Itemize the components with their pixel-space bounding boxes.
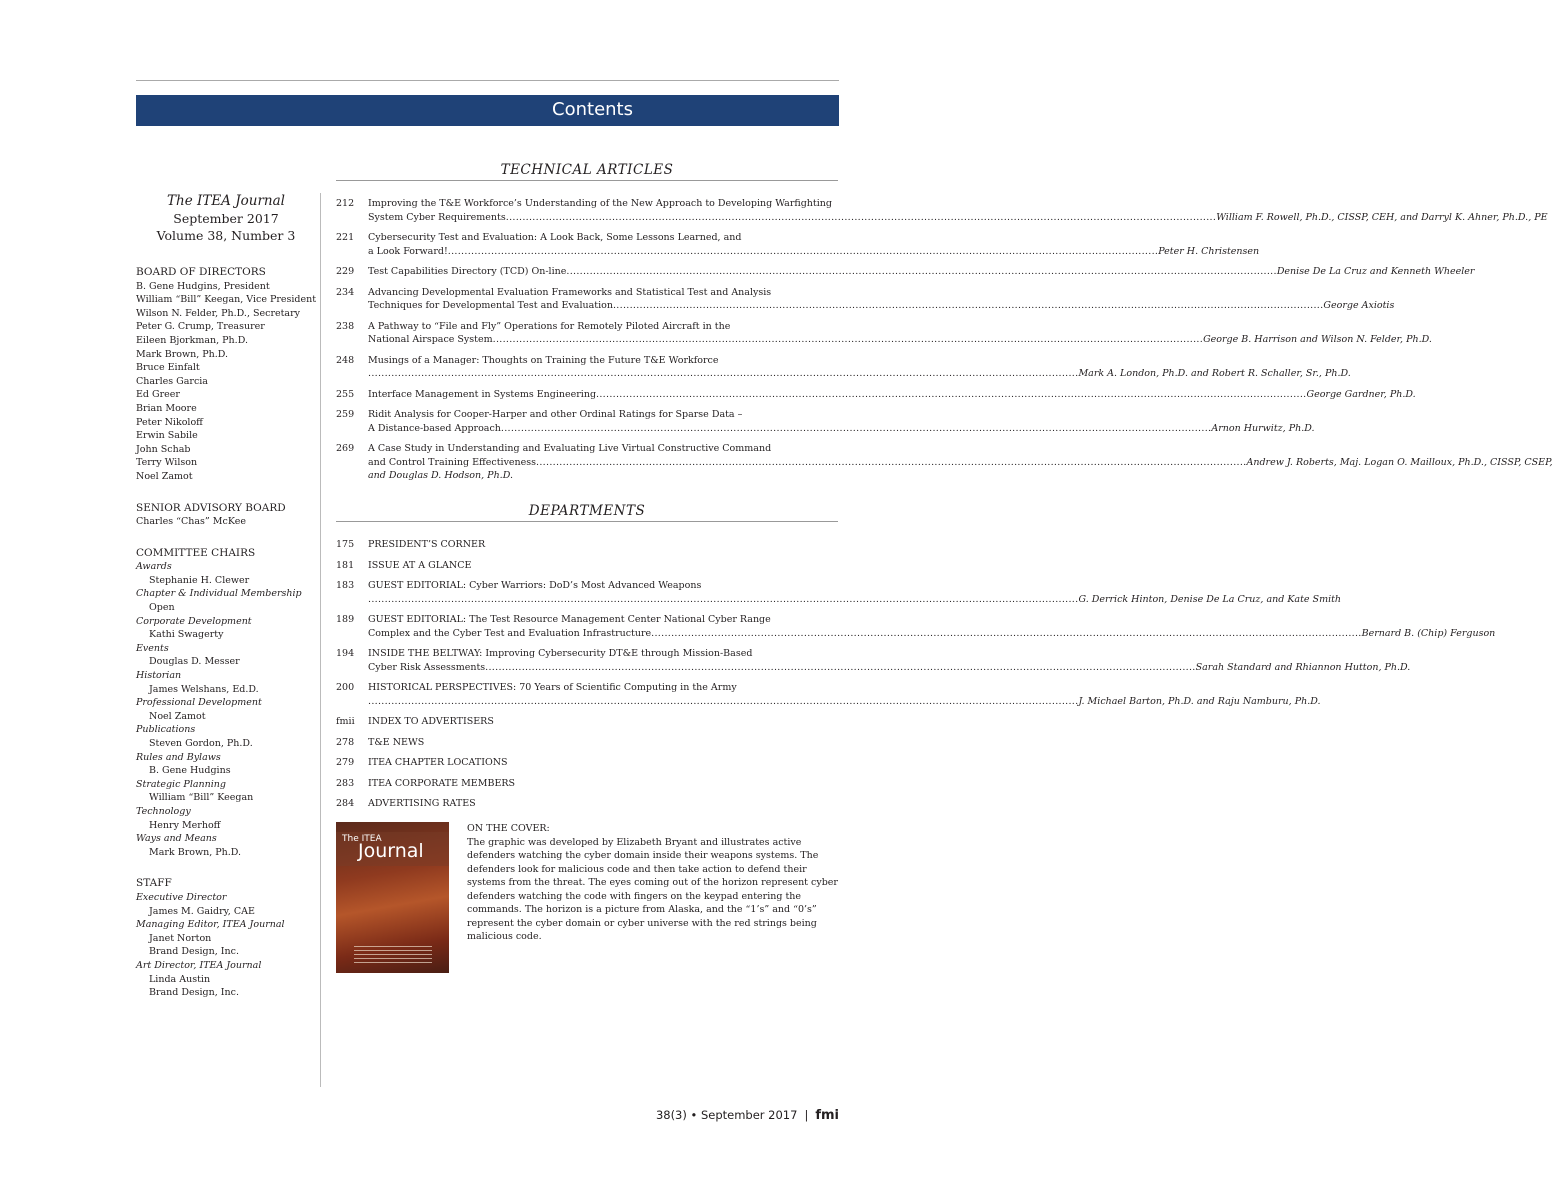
- toc-leader-line: [368, 422, 1315, 436]
- dot-leader: [368, 695, 1078, 709]
- board-member: Terry Wilson: [136, 457, 198, 469]
- board-member: Erwin Sabile: [136, 430, 198, 442]
- dot-leader: [485, 661, 1195, 675]
- cover-text: The graphic was developed by Elizabeth Bryant and illustrates active defenders watching the cyber domain inside their weapons systems. The defenders look for malicious code and then take action to defend their systems from the threat. The eyes coming out of the horizon represent cyber defenders watching the code with fingers on the keypad entering the commands. The horizon is a picture from Alaska, and the “1’s” and “0’s” represent the cyber domain or cyber universe with the red strings being malicious code.: [467, 836, 838, 942]
- toc-page-number: 212: [336, 198, 355, 209]
- dot-leader: [493, 333, 1203, 347]
- staff-name: Janet Norton: [149, 932, 212, 944]
- banner-title: Contents: [552, 99, 633, 120]
- toc-title-line: National Airspace System: [368, 334, 493, 345]
- toc-leader-line: [368, 627, 1495, 641]
- toc-author: Denise De La Cruz and Kenneth Wheeler: [1276, 266, 1475, 277]
- toc-entry: [336, 756, 838, 770]
- toc-author: George Axiotis: [1323, 300, 1395, 311]
- cover-thumbnail: [336, 822, 449, 973]
- departments-heading: DEPARTMENTS: [336, 503, 838, 522]
- committee-chair: James Welshans, Ed.D.: [149, 683, 259, 695]
- toc-page-number: 278: [336, 736, 355, 748]
- toc-entry-body: [368, 736, 838, 750]
- toc-entry: [336, 286, 1395, 313]
- committee-chair: Kathi Swagerty: [149, 629, 224, 641]
- toc-leader-line: [368, 388, 1416, 402]
- committee-chair: William “Bill” Keegan: [149, 792, 254, 804]
- toc-page-number: 181: [336, 559, 355, 571]
- toc-entry-body: [368, 354, 1351, 381]
- toc-author: William F. Rowell, Ph.D., CISSP, CEH, and Darryl K. Ahner, Ph.D., PE: [1216, 211, 1548, 223]
- toc-entry-body: [368, 681, 1321, 708]
- dot-leader: [501, 422, 1211, 436]
- contents-banner: [136, 95, 839, 126]
- committee-role: Professional Development: [136, 697, 262, 709]
- toc-title-line: GUEST EDITORIAL: The Test Resource Management Center National Cyber Range: [368, 614, 771, 625]
- committee-chair: Noel Zamot: [149, 710, 206, 722]
- toc-entry-body: [368, 231, 1259, 258]
- toc-leader-line: [368, 367, 1351, 381]
- toc-entry: [336, 797, 838, 811]
- toc-leader-line: [368, 333, 1432, 347]
- toc-title-line: Ridit Analysis for Cooper-Harper and other Ordinal Ratings for Sparse Data –: [368, 409, 743, 420]
- footer-separator: |: [804, 1108, 809, 1122]
- toc-entry: [336, 715, 838, 729]
- toc-entry: [336, 647, 1411, 674]
- toc-title-line: Complex and the Cyber Test and Evaluation Infrastructure: [368, 627, 652, 639]
- toc-title-line: GUEST EDITORIAL: Cyber Warriors: DoD’s Most Advanced Weapons: [368, 580, 702, 591]
- journal-volume: Volume 38, Number 3: [156, 228, 296, 243]
- toc-author: Arnon Hurwitz, Ph.D.: [1211, 422, 1315, 434]
- committee-role: Publications: [136, 724, 196, 736]
- committee-role: Strategic Planning: [136, 778, 226, 790]
- toc-title-line: Techniques for Developmental Test and Evaluation: [368, 300, 613, 311]
- committee-chair: B. Gene Hudgins: [149, 765, 231, 777]
- column-divider: [320, 193, 321, 1087]
- toc-title-line: INDEX TO ADVERTISERS: [368, 716, 494, 727]
- toc-entry-body: [368, 797, 838, 811]
- toc-author: George B. Harrison and Wilson N. Felder, Ph.D.: [1203, 334, 1432, 345]
- toc-entry-body: [368, 647, 1410, 674]
- toc-leader-line: [368, 695, 1321, 709]
- toc-title-line: Cybersecurity Test and Evaluation: A Look Back, Some Lessons Learned, and: [368, 232, 742, 243]
- toc-title-line: HISTORICAL PERSPECTIVES: 70 Years of Scientific Computing in the Army: [368, 682, 737, 693]
- toc-title-line: A Distance-based Approach: [368, 422, 501, 434]
- toc-title-line: ITEA CORPORATE MEMBERS: [368, 777, 516, 789]
- toc-entry-body: [368, 197, 1548, 224]
- toc-entry-body: [368, 715, 838, 729]
- toc-page-number: 175: [336, 539, 355, 550]
- toc-title-line: Improving the T&E Workforce’s Understanding of the New Approach to Developing Warfighting: [368, 198, 832, 209]
- toc-leader-line: [368, 245, 1259, 259]
- toc-author: G. Derrick Hinton, Denise De La Cruz, and Kate Smith: [1078, 593, 1342, 605]
- toc-entry-body: [368, 388, 1416, 402]
- cover-description: [467, 822, 839, 944]
- footer-issue: 38(3) • September 2017: [655, 1108, 798, 1122]
- committee-heading: COMMITTEE CHAIRS: [136, 546, 256, 559]
- staff-name: James M. Gaidry, CAE: [149, 905, 255, 917]
- toc-author: Sarah Standard and Rhiannon Hutton, Ph.D.: [1195, 661, 1411, 673]
- dot-leader: [448, 245, 1158, 259]
- board-member: Peter G. Crump, Treasurer: [136, 321, 265, 333]
- committee-role: Historian: [136, 670, 182, 682]
- committee-chair: Douglas D. Messer: [149, 656, 240, 668]
- toc-page-number: 229: [336, 266, 355, 277]
- cover-code-pattern: [354, 943, 432, 963]
- staff-list: [136, 891, 316, 1000]
- toc-author: J. Michael Barton, Ph.D. and Raju Namburu, Ph.D.: [1078, 695, 1321, 707]
- toc-title-line: T&E NEWS: [368, 736, 425, 748]
- committee-chair: Open: [149, 602, 175, 614]
- committee-chair: Stephanie H. Clewer: [149, 574, 250, 586]
- technical-articles-heading: TECHNICAL ARTICLES: [336, 162, 838, 181]
- toc-page-number: 269: [336, 443, 355, 454]
- toc-author: Andrew J. Roberts, Maj. Logan O. Mailloux, Ph.D., CISSP, CSEP,: [1246, 456, 1553, 468]
- toc-page-number: 255: [336, 388, 355, 400]
- toc-entry-body: [368, 320, 1432, 347]
- departments-list: [336, 538, 1496, 818]
- committee-role: Rules and Bylaws: [136, 751, 221, 763]
- toc-entry: [336, 681, 1321, 708]
- board-member: William “Bill” Keegan, Vice President: [136, 294, 317, 306]
- toc-title-line: System Cyber Requirements: [368, 211, 506, 223]
- toc-entry: [336, 408, 1315, 435]
- toc-entry-body: [368, 408, 1315, 435]
- board-list: [136, 280, 316, 484]
- toc-entry: [336, 442, 1553, 483]
- toc-title-line: and Control Training Effectiveness: [368, 456, 537, 468]
- toc-leader-line: [368, 456, 1553, 470]
- top-rule: [136, 80, 839, 81]
- toc-entry-body: [368, 777, 838, 791]
- toc-leader-line: [368, 593, 1341, 607]
- dot-leader: [566, 265, 1276, 279]
- toc-title-line: Interface Management in Systems Engineering: [368, 388, 597, 400]
- toc-page-number: 200: [336, 682, 355, 693]
- journal-date: September 2017: [173, 211, 279, 226]
- masthead-column: [136, 193, 316, 1000]
- committee-role: Technology: [136, 805, 191, 817]
- toc-title-line: Cyber Risk Assessments: [368, 661, 486, 673]
- senior-heading: SENIOR ADVISORY BOARD: [136, 501, 286, 514]
- toc-title-line: A Pathway to “File and Fly” Operations for Remotely Piloted Aircraft in the: [368, 320, 731, 332]
- toc-page-number: 283: [336, 777, 355, 789]
- dot-leader: [536, 456, 1246, 470]
- toc-entry-body: [368, 538, 838, 552]
- toc-page-number: 234: [336, 286, 355, 298]
- toc-author: George Gardner, Ph.D.: [1306, 388, 1416, 400]
- board-member: Bruce Einfalt: [136, 362, 200, 374]
- toc-entry: [336, 777, 838, 791]
- toc-page-number: 183: [336, 580, 355, 591]
- toc-title-line: ITEA CHAPTER LOCATIONS: [368, 757, 508, 768]
- committee-role: Corporate Development: [136, 615, 252, 627]
- committee-role: Ways and Means: [136, 833, 217, 845]
- committee-list: [136, 560, 316, 859]
- committee-role: Awards: [136, 561, 172, 573]
- committee-chair: Mark Brown, Ph.D.: [149, 846, 242, 858]
- toc-entry: [336, 265, 1475, 279]
- board-member: Wilson N. Felder, Ph.D., Secretary: [136, 307, 300, 319]
- cover-title-large: Journal: [358, 840, 424, 862]
- board-member: Peter Nikoloff: [136, 416, 203, 428]
- toc-leader-line: [368, 265, 1474, 279]
- staff-name: Brand Design, Inc.: [149, 946, 240, 958]
- toc-leader-line: [368, 299, 1394, 313]
- toc-entry-body: [368, 579, 1341, 606]
- toc-entry-body: [368, 442, 1553, 483]
- senior-member: Charles “Chas” McKee: [136, 516, 246, 528]
- toc-page-number: fmii: [336, 716, 355, 727]
- board-member: Noel Zamot: [136, 470, 193, 482]
- technical-articles-list: [336, 197, 1553, 490]
- staff-name: Brand Design, Inc.: [149, 987, 240, 999]
- staff-heading: STAFF: [136, 877, 172, 890]
- cover-heading: ON THE COVER:: [467, 823, 550, 834]
- toc-entry: [336, 579, 1342, 606]
- cover-title-small: The ITEA: [342, 834, 382, 844]
- board-member: Mark Brown, Ph.D.: [136, 348, 229, 360]
- committee-chair: Steven Gordon, Ph.D.: [149, 738, 253, 749]
- toc-title-line: Advancing Developmental Evaluation Frameworks and Statistical Test and Analysis: [368, 286, 772, 298]
- journal-title: The ITEA Journal: [167, 193, 285, 209]
- toc-title-line: ADVERTISING RATES: [368, 798, 476, 809]
- toc-entry: [336, 388, 1416, 402]
- board-member: Eileen Bjorkman, Ph.D.: [136, 334, 248, 346]
- toc-title-line: ISSUE AT A GLANCE: [368, 559, 472, 571]
- dot-leader: [506, 211, 1216, 225]
- footer-page: fmi: [815, 1108, 839, 1123]
- toc-title-line: Test Capabilities Directory (TCD) On-line: [368, 266, 567, 277]
- toc-entry: [336, 320, 1432, 347]
- dot-leader: [368, 367, 1078, 381]
- board-heading: BOARD OF DIRECTORS: [136, 266, 266, 278]
- toc-entry-body: [368, 756, 838, 770]
- toc-entry: [336, 559, 838, 573]
- toc-entry-body: [368, 559, 838, 573]
- toc-page-number: 248: [336, 354, 355, 366]
- toc-leader-line: [368, 211, 1548, 225]
- staff-role: Art Director, ITEA Journal: [136, 959, 262, 971]
- toc-author-continued: and Douglas D. Hodson, Ph.D.: [368, 470, 514, 481]
- board-member: B. Gene Hudgins, President: [136, 280, 270, 292]
- toc-title-line: Musings of a Manager: Thoughts on Training the Future T&E Workforce: [368, 354, 719, 366]
- toc-title-line: a Look Forward!: [368, 245, 448, 257]
- dot-leader: [613, 299, 1323, 313]
- toc-entry: [336, 736, 838, 750]
- toc-title-line: A Case Study in Understanding and Evaluating Live Virtual Constructive Command: [368, 443, 772, 454]
- committee-role: Chapter & Individual Membership: [136, 588, 302, 600]
- toc-title-line: PRESIDENT’S CORNER: [368, 539, 486, 550]
- dot-leader: [651, 627, 1361, 641]
- toc-entry: [336, 231, 1260, 258]
- page-footer: [656, 1108, 839, 1123]
- staff-role: Managing Editor, ITEA Journal: [136, 919, 285, 931]
- senior-list: [136, 515, 316, 529]
- staff-name: Linda Austin: [149, 973, 211, 985]
- dot-leader: [596, 388, 1306, 402]
- board-member: Brian Moore: [136, 402, 197, 414]
- toc-page-number: 194: [336, 648, 355, 659]
- toc-entry: [336, 197, 1548, 224]
- committee-chair: Henry Merhoff: [149, 819, 221, 831]
- toc-page-number: 221: [336, 232, 355, 243]
- toc-leader-line: [368, 661, 1410, 675]
- toc-page-number: 259: [336, 409, 355, 420]
- toc-entry-body: [368, 286, 1394, 313]
- toc-author: Mark A. London, Ph.D. and Robert R. Schaller, Sr., Ph.D.: [1078, 368, 1351, 379]
- board-member: Charles Garcia: [136, 375, 208, 387]
- toc-entry: [336, 613, 1496, 640]
- toc-entry-body: [368, 265, 1474, 279]
- toc-page-number: 284: [336, 798, 355, 809]
- dot-leader: [368, 593, 1078, 607]
- toc-entry: [336, 354, 1351, 381]
- toc-page-number: 189: [336, 614, 355, 625]
- board-member: John Schab: [136, 443, 191, 455]
- board-member: Ed Greer: [136, 389, 180, 401]
- toc-entry-body: [368, 613, 1495, 640]
- toc-page-number: 279: [336, 757, 355, 768]
- staff-role: Executive Director: [136, 891, 227, 903]
- toc-title-line: INSIDE THE BELTWAY: Improving Cybersecurity DT&E through Mission-Based: [368, 648, 753, 659]
- toc-author: Bernard B. (Chip) Ferguson: [1361, 627, 1496, 639]
- toc-entry: [336, 538, 838, 552]
- toc-page-number: 238: [336, 320, 355, 332]
- committee-role: Events: [136, 642, 169, 654]
- toc-author: Peter H. Christensen: [1158, 245, 1260, 257]
